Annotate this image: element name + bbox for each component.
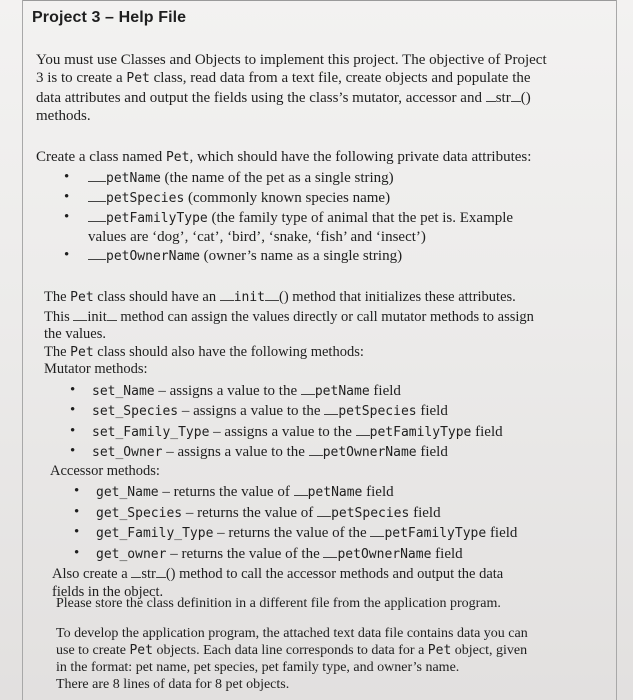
develop-line-4: There are 8 lines of data for 8 pet objects.: [56, 677, 290, 692]
init-line-2: This init method can assign the values directly or call mutator methods to assign: [44, 308, 534, 325]
accessor-list: [74, 482, 604, 564]
init-section: [44, 287, 604, 601]
list-item: • set_Owner – assigns a value to the petOwnerName field: [70, 442, 604, 463]
code-pet: Pet: [126, 71, 150, 86]
intro-paragraph: [36, 51, 611, 125]
left-border: [22, 0, 23, 700]
intro-line-1: You must use Classes and Objects to implement this project. The objective of Project: [36, 52, 547, 68]
right-border: [616, 0, 617, 700]
init-line-1: The Pet class should have an init () method that initializes these attributes.: [44, 289, 516, 305]
list-item: • set_Family_Type – assigns a value to the petFamilyType field: [70, 422, 604, 443]
str-line-2: fields in the object.: [52, 583, 164, 600]
list-item: • petFamilyType (the family type of animal that the pet is. Example values are ‘dog’, ‘cat’, ‘bird’, ‘snake, ‘fish’ and ‘insect’): [64, 208, 584, 246]
list-item: • petName (the name of the pet as a single string): [64, 168, 584, 188]
intro-line-2: 3 is to create a Pet class, read data from a text file, create objects and populate the: [36, 70, 531, 86]
init-line-3: the values.: [44, 326, 107, 342]
page-title: Project 3 – Help File: [32, 9, 187, 26]
mutator-heading: Mutator methods:: [44, 361, 148, 377]
list-item: • set_Name – assigns a value to the petName field: [70, 381, 604, 402]
intro-line-3: data attributes and output the fields using the class’s mutator, accessor and str (): [36, 90, 531, 106]
list-item: • get_Species – returns the value of petSpecies field: [74, 503, 604, 524]
top-border: [22, 0, 617, 1]
list-item: • petSpecies (commonly known species name): [64, 188, 584, 208]
develop-line-1: To develop the application program, the attached text data file contains data you can: [56, 626, 528, 641]
list-item: • get_Name – returns the value of petName field: [74, 482, 604, 503]
list-item: • set_Species – assigns a value to the petSpecies field: [70, 401, 604, 422]
list-item: • petOwnerName (owner’s name as a single string): [64, 246, 584, 266]
accessor-heading: Accessor methods:: [50, 462, 160, 479]
init-line-4: The Pet class should also have the following methods:: [44, 343, 364, 360]
list-item: • get_owner – returns the value of the petOwnerName field: [74, 544, 604, 565]
develop-line-3: in the format: pet name, pet species, pet family type, and owner’s name.: [56, 660, 460, 675]
develop-paragraph: [56, 625, 611, 693]
str-line-1: Also create a str () method to call the accessor methods and output the data: [52, 566, 504, 582]
mutator-list: [70, 381, 604, 463]
develop-line-2: use to create Pet objects. Each data line corresponds to data for a Pet object, given: [56, 643, 528, 658]
store-note: Please store the class definition in a different file from the application program.: [56, 596, 501, 611]
list-item: • get_Family_Type – returns the value of the petFamilyType field: [74, 523, 604, 544]
attribute-list: [64, 168, 584, 266]
code-pet: Pet: [165, 150, 190, 165]
intro-line-4: methods.: [36, 108, 91, 124]
create-class-lead: Create a class named Pet, which should have the following private data attributes:: [36, 149, 532, 165]
